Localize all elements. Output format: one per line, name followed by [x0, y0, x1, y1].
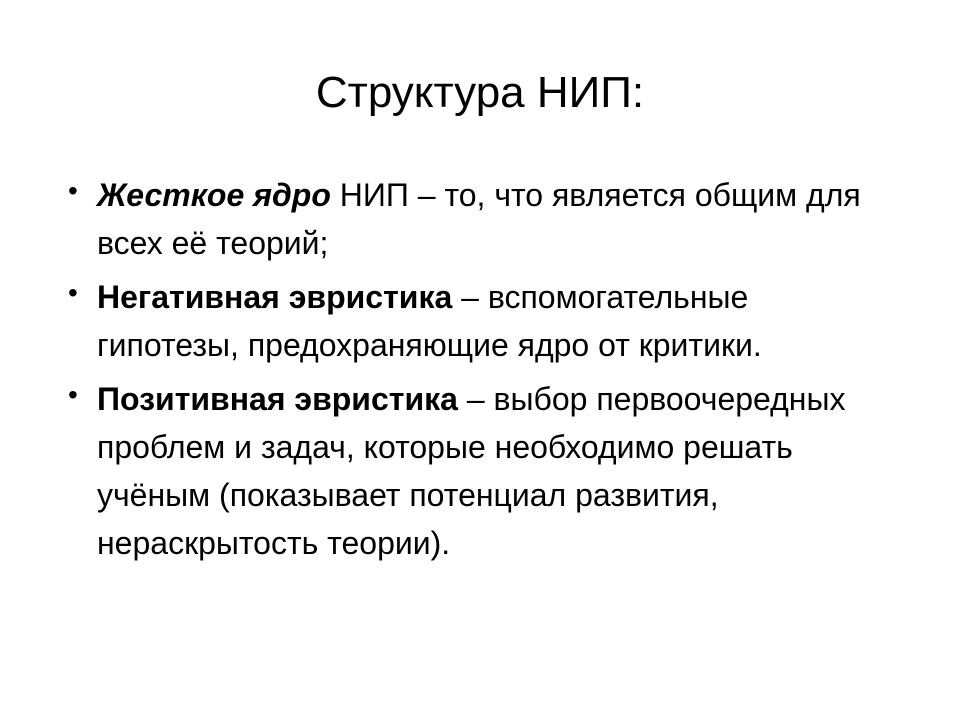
slide-title: Структура НИП: — [315, 68, 645, 117]
bullet-term: Позитивная эвристика — [97, 381, 458, 417]
bullet-term: Жесткое ядро — [97, 177, 331, 213]
bullet-term: Негативная эвристика — [97, 279, 453, 315]
bullet-icon: • — [68, 175, 78, 206]
bullet-item-negative-heuristic — [60, 273, 880, 369]
bullet-item-positive-heuristic — [60, 375, 880, 567]
bullet-text: – вспомогательные гипотезы, предохраняющие ядро от критики. — [97, 279, 762, 363]
bullet-item-hard-core — [60, 171, 880, 267]
bullet-text: НИП – то, что является общим для всех её теорий; — [97, 177, 861, 261]
bullet-text: – выбор первоочередных проблем и задач, которые необходимо решать учёным (показывает потенциал развития, нераскрытость теории). — [97, 381, 846, 561]
bullet-icon: • — [68, 277, 78, 308]
bullet-list — [60, 171, 880, 573]
bullet-icon: • — [68, 379, 78, 410]
